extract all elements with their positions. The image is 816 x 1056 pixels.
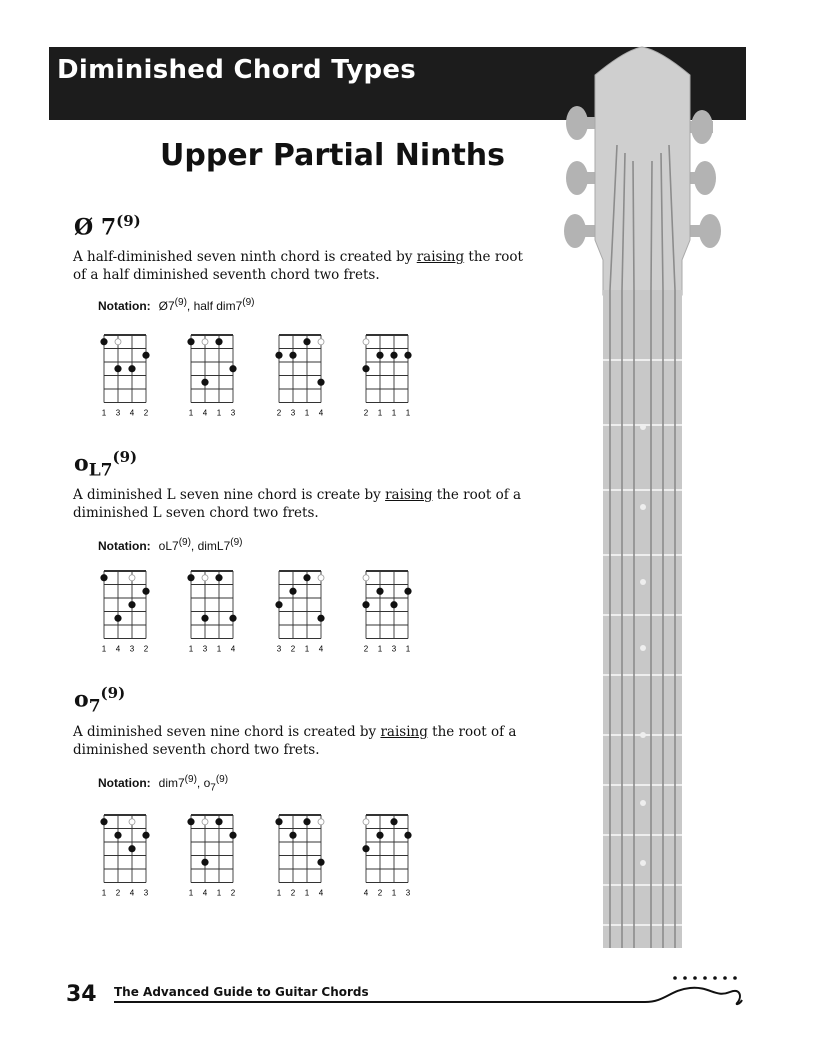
page-title: Upper Partial Ninths — [160, 138, 506, 173]
finger-dot — [187, 574, 194, 581]
chord-diagram — [362, 571, 411, 654]
chord-diagram — [275, 815, 324, 898]
notation-label: Notation: — [98, 299, 151, 313]
finger-dot — [187, 338, 194, 345]
root-marker — [363, 339, 369, 345]
notation-line — [98, 297, 255, 313]
finger-number: 2 — [363, 644, 369, 654]
finger-number: 1 — [216, 408, 222, 418]
chord-heading-half-dim-7-9 — [74, 212, 141, 240]
finger-dot — [404, 832, 411, 839]
finger-number: 2 — [377, 888, 383, 898]
chord-symbol: o — [74, 686, 89, 713]
chord-symbol: o — [74, 450, 89, 477]
notation-line — [98, 537, 243, 553]
finger-dot — [376, 352, 383, 359]
root-marker — [202, 819, 208, 825]
notation-sup: (9) — [215, 774, 229, 785]
finger-number: 3 — [276, 644, 282, 654]
finger-number: 1 — [391, 408, 397, 418]
finger-number: 4 — [129, 888, 135, 898]
finger-number: 1 — [304, 644, 310, 654]
finger-number: 1 — [304, 408, 310, 418]
finger-number: 3 — [391, 644, 397, 654]
root-marker — [318, 339, 324, 345]
chord-diagram — [187, 815, 236, 898]
chord-description — [73, 486, 528, 522]
chord-diagram — [187, 571, 236, 654]
finger-number: 4 — [202, 888, 208, 898]
chord-diagram-row — [0, 330, 520, 430]
finger-dot — [275, 601, 282, 608]
book-title: The Advanced Guide to Guitar Chords — [114, 985, 369, 999]
root-marker — [202, 575, 208, 581]
root-marker — [318, 575, 324, 581]
finger-dot — [303, 574, 310, 581]
chord-symbol-sub: L7 — [88, 460, 113, 481]
notation-symbol: oL7 — [158, 539, 179, 553]
finger-number: 1 — [391, 888, 397, 898]
finger-dot — [362, 365, 369, 372]
finger-number: 3 — [202, 644, 208, 654]
desc-text: the root of a diminished seventh chord two frets. — [73, 724, 517, 758]
finger-number: 1 — [405, 408, 411, 418]
finger-dot — [114, 832, 121, 839]
finger-dot — [275, 818, 282, 825]
finger-number: 1 — [188, 888, 194, 898]
root-marker — [115, 339, 121, 345]
finger-number: 1 — [188, 408, 194, 418]
desc-text: A diminished seven nine chord is created by — [73, 724, 381, 740]
finger-dot — [289, 352, 296, 359]
chord-diagrams-svg — [0, 566, 520, 666]
finger-dot — [390, 352, 397, 359]
finger-number: 1 — [188, 644, 194, 654]
desc-text: A diminished L seven nine chord is create by — [73, 487, 386, 503]
finger-number: 2 — [230, 888, 236, 898]
root-marker — [129, 575, 135, 581]
chord-symbol-sup: (9) — [116, 212, 141, 230]
finger-dot — [404, 588, 411, 595]
finger-dot — [215, 574, 222, 581]
finger-number: 4 — [363, 888, 369, 898]
finger-dot — [128, 601, 135, 608]
finger-dot — [289, 832, 296, 839]
finger-number: 2 — [363, 408, 369, 418]
chord-diagram — [187, 335, 236, 418]
finger-dot — [114, 365, 121, 372]
desc-text: the root of a diminished L seven chord two frets. — [73, 487, 522, 521]
chord-description — [73, 723, 528, 759]
guitar-headstock-illustration — [555, 45, 745, 955]
desc-text: A half-diminished seven ninth chord is created by — [73, 249, 417, 265]
root-marker — [129, 819, 135, 825]
finger-number: 4 — [318, 408, 324, 418]
finger-number: 4 — [202, 408, 208, 418]
notation-alt: , half dim7 — [186, 299, 243, 313]
chord-diagram — [275, 335, 324, 418]
finger-dot — [187, 818, 194, 825]
chord-diagram — [100, 335, 149, 418]
finger-dot — [229, 365, 236, 372]
finger-dot — [317, 859, 324, 866]
notation-line — [98, 774, 228, 793]
chord-diagrams-svg — [0, 810, 520, 910]
notation-label: Notation: — [98, 776, 151, 790]
finger-number: 1 — [101, 888, 107, 898]
finger-number: 4 — [115, 644, 121, 654]
finger-dot — [215, 338, 222, 345]
finger-dot — [201, 615, 208, 622]
root-marker — [363, 575, 369, 581]
finger-number: 3 — [143, 888, 149, 898]
notation-sup: (9) — [230, 537, 243, 548]
root-marker — [363, 819, 369, 825]
finger-number: 4 — [318, 888, 324, 898]
finger-number: 1 — [304, 888, 310, 898]
desc-underlined: raising — [380, 724, 428, 740]
notation-sup: (9) — [174, 297, 187, 308]
chord-diagram-row — [0, 566, 520, 666]
finger-dot — [362, 845, 369, 852]
finger-number: 4 — [230, 644, 236, 654]
finger-dot — [390, 601, 397, 608]
finger-number: 1 — [216, 888, 222, 898]
finger-number: 1 — [377, 408, 383, 418]
finger-dot — [128, 845, 135, 852]
finger-dot — [229, 832, 236, 839]
finger-dot — [142, 352, 149, 359]
finger-number: 1 — [405, 644, 411, 654]
chord-symbol-sup: (9) — [100, 684, 126, 702]
chord-diagram — [100, 571, 149, 654]
finger-dot — [142, 832, 149, 839]
finger-dot — [289, 588, 296, 595]
chord-diagram — [100, 815, 149, 898]
notation-symbol: Ø7 — [158, 299, 175, 313]
chord-description — [73, 248, 528, 284]
finger-dot — [142, 588, 149, 595]
root-marker — [318, 819, 324, 825]
chord-diagram — [362, 335, 411, 418]
finger-number: 4 — [318, 644, 324, 654]
finger-dot — [317, 379, 324, 386]
notation-alt: , o — [196, 776, 211, 790]
finger-dot — [303, 818, 310, 825]
finger-number: 3 — [290, 408, 296, 418]
notation-sup: (9) — [178, 537, 191, 548]
root-marker — [202, 339, 208, 345]
finger-number: 2 — [290, 644, 296, 654]
page-number: 34 — [66, 982, 97, 1007]
chord-symbol-sub: 7 — [88, 696, 101, 717]
finger-number: 4 — [129, 408, 135, 418]
finger-dot — [376, 588, 383, 595]
finger-number: 3 — [115, 408, 121, 418]
chord-diagram-row — [0, 810, 520, 910]
finger-number: 2 — [115, 888, 121, 898]
finger-number: 1 — [377, 644, 383, 654]
desc-underlined: raising — [416, 249, 465, 265]
desc-text: the root of a half diminished seventh chord two frets. — [73, 249, 523, 283]
finger-number: 3 — [230, 408, 236, 418]
finger-dot — [362, 601, 369, 608]
chord-diagram — [275, 571, 324, 654]
finger-dot — [390, 818, 397, 825]
finger-dot — [317, 615, 324, 622]
footer-decoration — [110, 970, 750, 1010]
chord-heading-dim-7-9 — [74, 684, 125, 717]
finger-number: 2 — [143, 644, 149, 654]
finger-dot — [100, 818, 107, 825]
finger-dot — [215, 818, 222, 825]
finger-number: 1 — [216, 644, 222, 654]
notation-sub: 7 — [210, 782, 216, 794]
finger-number: 3 — [405, 888, 411, 898]
notation-sup: (9) — [242, 297, 255, 308]
chord-diagrams-svg — [0, 330, 520, 430]
finger-number: 1 — [276, 888, 282, 898]
notation-label: Notation: — [98, 539, 151, 553]
finger-number: 1 — [101, 644, 107, 654]
section-title: Diminished Chord Types — [57, 55, 417, 85]
finger-dot — [100, 338, 107, 345]
finger-dot — [376, 832, 383, 839]
finger-dot — [303, 338, 310, 345]
finger-number: 2 — [143, 408, 149, 418]
notation-alt: , dimL7 — [190, 539, 231, 553]
notation-symbol: dim7 — [158, 776, 185, 790]
finger-dot — [275, 352, 282, 359]
finger-number: 3 — [129, 644, 135, 654]
finger-number: 1 — [101, 408, 107, 418]
finger-dot — [100, 574, 107, 581]
chord-symbol: Ø 7 — [74, 214, 117, 241]
finger-number: 2 — [290, 888, 296, 898]
finger-dot — [201, 859, 208, 866]
chord-symbol-sup: (9) — [112, 448, 138, 466]
chord-heading-dim-l7-9 — [74, 448, 137, 481]
finger-dot — [404, 352, 411, 359]
finger-dot — [229, 615, 236, 622]
finger-number: 2 — [276, 408, 282, 418]
finger-dot — [201, 379, 208, 386]
chord-diagram — [362, 815, 411, 898]
finger-dot — [114, 615, 121, 622]
desc-underlined: raising — [385, 487, 433, 503]
finger-dot — [128, 365, 135, 372]
notation-sup: (9) — [184, 774, 197, 785]
